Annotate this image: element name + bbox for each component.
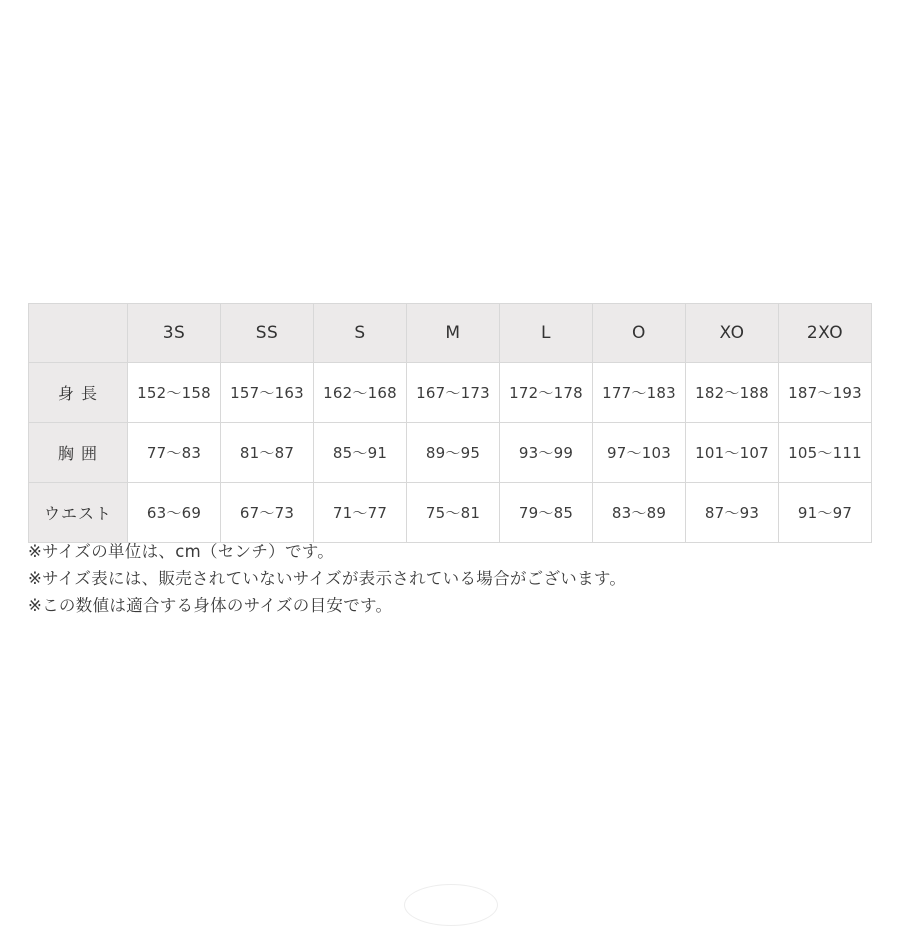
cell-height-s: 162〜168 [314,363,407,423]
row-label-waist: ウエスト [29,483,128,543]
notes-block [28,538,872,619]
table-row [29,363,872,423]
table-body [29,363,872,543]
column-header-m: M [407,304,500,363]
note-availability: ※サイズ表には、販売されていないサイズが表示されている場合がございます。 [28,569,627,588]
table-row [29,483,872,543]
table-header-row [29,304,872,363]
cell-chest-o: 97〜103 [593,423,686,483]
cell-waist-2xo: 91〜97 [779,483,872,543]
note-unit: ※サイズの単位は、cm（センチ）です。 [28,542,335,561]
cell-height-l: 172〜178 [500,363,593,423]
cell-waist-o: 83〜89 [593,483,686,543]
table-corner-cell [29,304,128,363]
cell-chest-m: 89〜95 [407,423,500,483]
bottom-arc-decoration [404,884,498,926]
table-header [29,304,872,363]
cell-waist-xo: 87〜93 [686,483,779,543]
cell-height-2xo: 187〜193 [779,363,872,423]
column-header-2xo: 2XO [779,304,872,363]
column-header-l: L [500,304,593,363]
cell-height-o: 177〜183 [593,363,686,423]
column-header-3s: 3S [128,304,221,363]
table-row [29,423,872,483]
cell-waist-ss: 67〜73 [221,483,314,543]
column-header-o: O [593,304,686,363]
column-header-s: S [314,304,407,363]
size-chart [28,303,872,543]
cell-height-xo: 182〜188 [686,363,779,423]
column-header-xo: XO [686,304,779,363]
column-header-ss: SS [221,304,314,363]
row-label-chest: 胸 囲 [29,423,128,483]
size-table [28,303,872,543]
cell-chest-ss: 81〜87 [221,423,314,483]
cell-chest-2xo: 105〜111 [779,423,872,483]
cell-chest-3s: 77〜83 [128,423,221,483]
cell-height-ss: 157〜163 [221,363,314,423]
note-guideline: ※この数値は適合する身体のサイズの目安です。 [28,596,393,615]
cell-chest-s: 85〜91 [314,423,407,483]
row-label-height: 身 長 [29,363,128,423]
cell-waist-s: 71〜77 [314,483,407,543]
cell-waist-l: 79〜85 [500,483,593,543]
cell-height-3s: 152〜158 [128,363,221,423]
cell-waist-3s: 63〜69 [128,483,221,543]
cell-chest-l: 93〜99 [500,423,593,483]
cell-waist-m: 75〜81 [407,483,500,543]
cell-chest-xo: 101〜107 [686,423,779,483]
cell-height-m: 167〜173 [407,363,500,423]
